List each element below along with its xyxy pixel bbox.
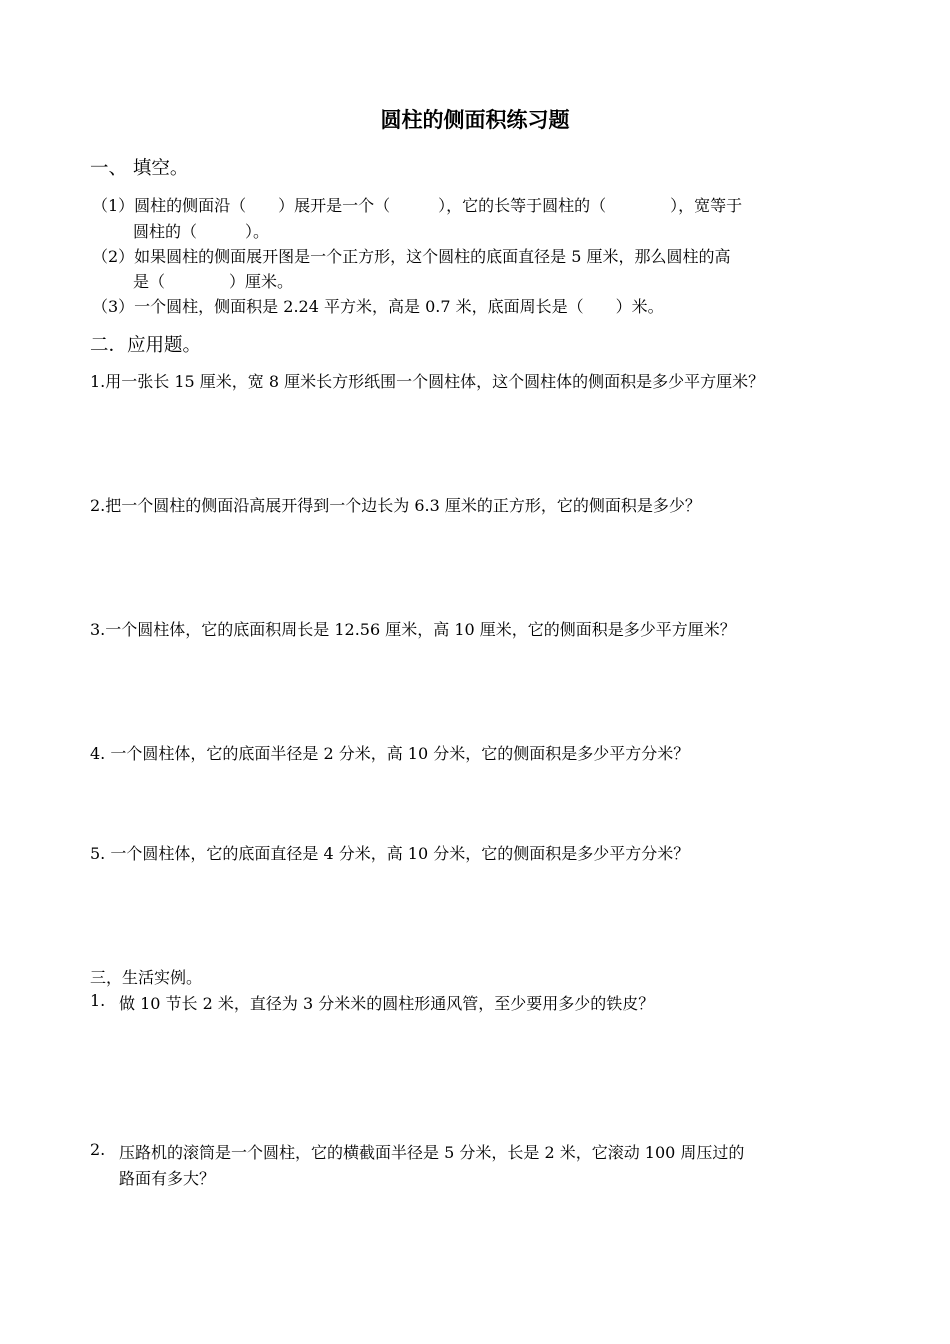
fill-question-1-line-2: 圆柱的（ ）。 — [133, 222, 270, 241]
life-example-2-line-1: 压路机的滚筒是一个圆柱，它的横截面半径是 5 分米，长是 2 米，它滚动 100 周压过的 — [119, 1143, 745, 1162]
word-problem-5: 5. 一个圆柱体，它的底面直径是 4 分米，高 10 分米，它的侧面积是多少平方分米？ — [90, 844, 690, 863]
fill-question-2-line-2: 是（ ）厘米。 — [133, 272, 294, 291]
section-1-heading: 一、 填空。 — [90, 158, 189, 179]
life-example-1: 做 10 节长 2 米，直径为 3 分米米的圆柱形通风管，至少要用多少的铁皮？ — [119, 994, 655, 1013]
page-title: 圆柱的侧面积练习题 — [380, 107, 570, 132]
life-example-2-line-2: 路面有多大？ — [119, 1169, 216, 1188]
word-problem-3: 3.一个圆柱体，它的底面积周长是 12.56 厘米，高 10 厘米，它的侧面积是多少平方厘米？ — [90, 620, 736, 639]
fill-question-2-line-1: （2）如果圆柱的侧面展开图是一个正方形，这个圆柱的底面直径是 5 厘米，那么圆柱的高 — [92, 247, 731, 266]
word-problem-2: 2.把一个圆柱的侧面沿高展开得到一个边长为 6.3 厘米的正方形，它的侧面积是多少？ — [90, 496, 701, 515]
life-example-2-number: 2. — [90, 1140, 106, 1159]
life-example-1-number: 1. — [90, 991, 106, 1010]
section-3-heading: 三，生活实例。 — [90, 968, 203, 987]
fill-question-3: （3）一个圆柱，侧面积是 2.24 平方米，高是 0.7 米，底面周长是（ ）米。 — [92, 297, 664, 316]
section-2-heading: 二．应用题。 — [90, 335, 202, 356]
fill-question-1-line-1: （1）圆柱的侧面沿（ ）展开是一个（ ），它的长等于圆柱的（ ），宽等于 — [92, 196, 743, 215]
word-problem-1: 1.用一张长 15 厘米，宽 8 厘米长方形纸围一个圆柱体，这个圆柱体的侧面积是多少平方厘米？ — [90, 372, 765, 391]
word-problem-4: 4. 一个圆柱体，它的底面半径是 2 分米，高 10 分米，它的侧面积是多少平方分米？ — [90, 744, 690, 763]
